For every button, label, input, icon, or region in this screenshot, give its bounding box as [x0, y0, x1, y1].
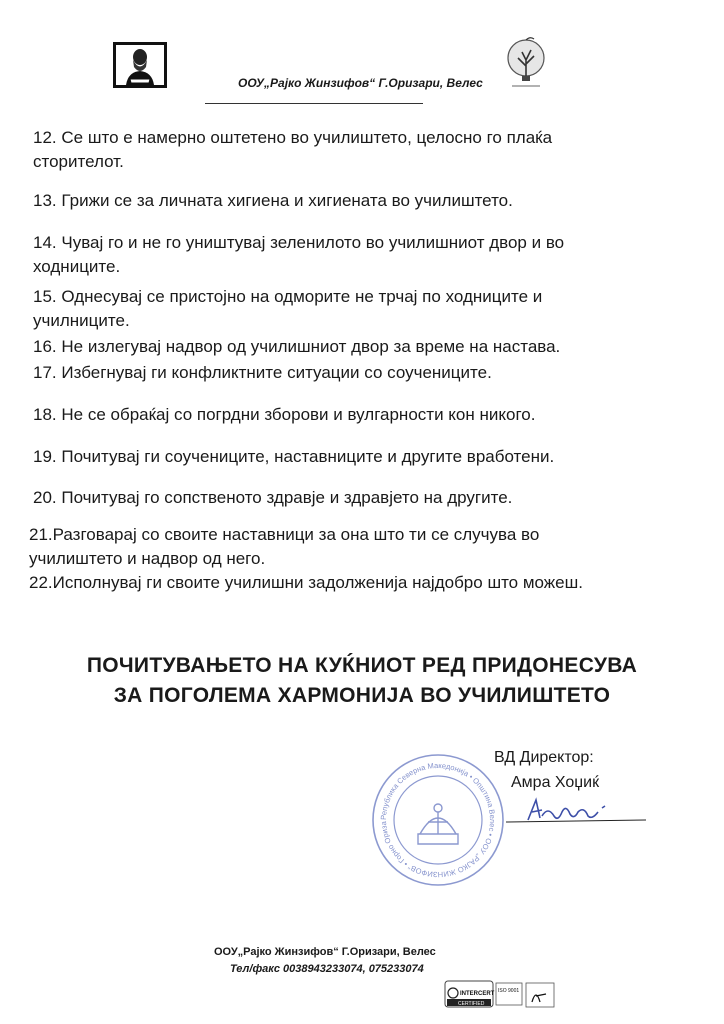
rule-number: 20.: [33, 488, 57, 507]
certification-badges: [444, 980, 558, 1010]
rule-number: 21.: [29, 525, 53, 544]
header-divider: [205, 103, 423, 104]
rule-item-17: [33, 361, 673, 385]
seal-icon: [370, 752, 506, 888]
director-name: Амра Хоџиќ: [511, 774, 600, 791]
rule-text: Однесувај се пристојно на одморите не трчај по ходниците и: [61, 287, 543, 306]
motto-line-1: ПОЧИТУВАЊЕТО НА КУЌНИОТ РЕД ПРИДОНЕСУВА: [86, 654, 638, 677]
apple-tree-logo: [500, 36, 552, 92]
rule-text-continued: училиштето и надвор од него.: [29, 549, 266, 568]
rule-number: 22.: [29, 573, 53, 592]
rule-text: Се што е намерно оштетено во училиштето, целосно го плаќа: [61, 128, 553, 147]
rule-number: 17.: [33, 363, 57, 382]
rule-item-15: [33, 285, 673, 333]
rule-text: Не се обраќај со погрдни зборови и вулгарности кон никого.: [61, 405, 536, 424]
intercert-label: INTERCERT: [460, 991, 495, 997]
rule-text: Почитувај ги соучениците, наставниците и другите вработени.: [61, 447, 555, 466]
iso-label: ISO 9001: [498, 988, 520, 994]
rule-text-continued: ходниците.: [33, 257, 121, 276]
director-title: ВД Директор:: [494, 749, 594, 766]
rule-number: 12.: [33, 128, 57, 147]
stamp-ring-text: Република Северна Македонија • Општина Велес • ООУ „РАЈКО ЖИНЗИФОВ“ • Горно Ориза: [378, 760, 498, 880]
rule-number: 15.: [33, 287, 57, 306]
rule-item-18: [33, 403, 673, 427]
rule-number: 13.: [33, 191, 57, 210]
rule-number: 18.: [33, 405, 57, 424]
rule-number: 14.: [33, 233, 57, 252]
rule-item-16: [33, 335, 673, 359]
rule-text: Избегнувај ги конфликтните ситуации со соучениците.: [61, 363, 492, 382]
director-signature: [506, 790, 646, 830]
rule-text: Почитувај го сопственото здравје и здравјето на другите.: [61, 488, 513, 507]
rule-number: 16.: [33, 337, 57, 356]
svg-text:Република Северна Македонија •: [370, 752, 497, 879]
rule-text: Грижи се за личната хигиена и хигиената во училиштето.: [61, 191, 513, 210]
apple-tree-icon: [500, 36, 552, 92]
certification-icon: [444, 980, 558, 1010]
rule-text: Исполнувај ги своите училишни задолженија најдобро што можеш.: [52, 573, 583, 592]
footer-phone-fax: Тел/факс 0038943233074, 075233074: [230, 963, 424, 975]
motto-line-2: ЗА ПОГОЛЕМА ХАРМОНИЈА ВО УЧИЛИШТЕТО: [113, 684, 611, 707]
school-stamp: [370, 752, 506, 888]
header-school-name: ООУ„Рајко Жинзифов“ Г.Оризари, Велес: [238, 76, 483, 90]
rule-item-14: [33, 231, 673, 279]
portrait-icon: [116, 45, 164, 85]
signature-icon: [506, 790, 646, 830]
rule-item-12: [33, 126, 673, 174]
rule-item-22: [29, 571, 709, 595]
rule-item-19: [33, 445, 673, 469]
school-logo-portrait: [113, 42, 167, 88]
rule-item-13: [33, 189, 673, 213]
rule-text-continued: училниците.: [33, 311, 130, 330]
rule-item-20: [33, 486, 673, 510]
rule-text: Чувај го и не го уништувај зеленилото во училишниот двор и во: [61, 233, 565, 252]
rule-number: 19.: [33, 447, 57, 466]
rule-item-21: [29, 523, 669, 571]
rule-text-continued: сторителот.: [33, 152, 124, 171]
certified-label: CERTIFIED: [458, 1001, 485, 1007]
rule-text: Разговарај со своите наставници за она што ти се случува во: [52, 525, 540, 544]
footer-school-name: ООУ„Рајко Жинзифов“ Г.Оризари, Велес: [214, 946, 436, 958]
rule-text: Не излегувај надвор од училишниот двор за време на настава.: [61, 337, 561, 356]
